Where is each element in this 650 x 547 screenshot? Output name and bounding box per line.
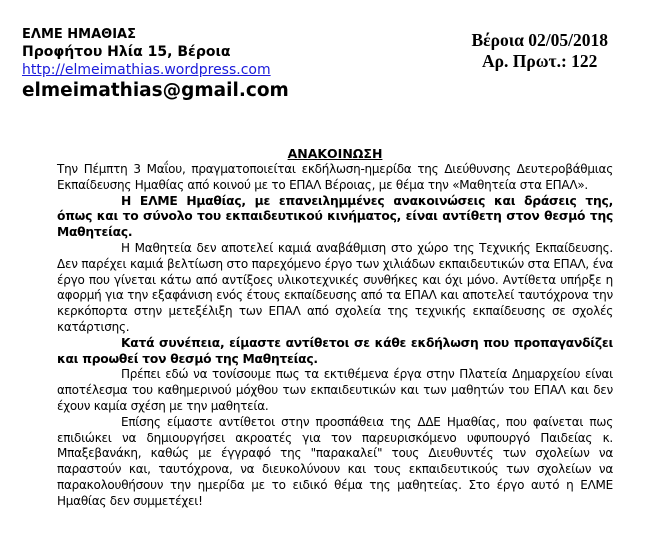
document-body	[57, 162, 613, 510]
address: Προφήτου Ηλία 15, Βέροια	[22, 44, 231, 60]
document-title: ΑΝΑΚΟΙΝΩΣΗ	[287, 146, 383, 161]
sender-block	[22, 26, 289, 103]
date-protocol-block	[471, 30, 608, 72]
paragraph-argument: Η Μαθητεία δεν αποτελεί καμιά αναβάθμιση στο χώρο της Τεχνικής Εκπαίδευσης. Δεν παρέχει καμιά βελτίωση στο παρεχόμενο έργο των χιλιάδων εκπαιδευτικών στα ΕΠΑΛ, ένα έργο που γίνεται κάτω από αντίξοες υλικοτεχνικές συνθήκες και όχι μόνο. Αντίθετα υπήρξε η αφορμή για την εξαφάνιση ενός έτους εκπαίδευσης από τα ΕΠΑΛ και αποτελεί ταυτόχρονα την κερκόπορτα στην μετεξέλιξη των ΕΠΑΛ από σχολεία της τεχνικής εκπαίδευσης σε σχολές κατάρτισης.	[57, 240, 613, 334]
paragraph-conclusion: Κατά συνέπεια, είμαστε αντίθετοι σε κάθε εκδήλωση που προπαγανδίζει και προωθεί τον θεσμό της Μαθητείας.	[57, 335, 613, 366]
paragraph-opposition: Επίσης είμαστε αντίθετοι στην προσπάθεια της ΔΔΕ Ημαθίας, που φαίνεται πως επιδιώκει να δημιουργήσει ακροατές για τον παρευρισκόμενο υφυπουργό Παιδείας κ. Μπαξεβανάκη, καθώς με έγγραφό της "παρακαλεί" τους Διευθυντές των σχολείων να παραστούν και, ταυτόχρονα, να διευκολύνουν και τους εκπαιδευτικούς των σχολείων να παρακολουθήσουν την ημερίδα με το ειδικό θέμα της μαθητείας. Στο έργο αυτό η ΕΛΜΕ Ημαθίας δεν συμμετέχει!	[57, 414, 613, 508]
place-date: Βέροια 02/05/2018	[471, 30, 608, 50]
paragraph-exhibits: Πρέπει εδώ να τονίσουμε πως τα εκτιθέμενα έργα στην Πλατεία Δημαρχείου είναι αποτέλεσμα του καθημερινού μόχθου των εκπαιδευτικών και των μαθητών του ΕΠΑΛ και δεν έχουν καμία σχέση με την μαθητεία.	[57, 367, 613, 413]
email-address: elmeimathias@gmail.com	[22, 80, 289, 101]
protocol-number: Αρ. Πρωτ.: 122	[482, 51, 598, 71]
organization-name: ΕΛΜΕ ΗΜΑΘΙΑΣ	[22, 27, 136, 42]
website-link[interactable]: http://elmeimathias.wordpress.com	[22, 62, 271, 78]
paragraph-position: Η ΕΛΜΕ Ημαθίας, με επανειλημμένες ανακοινώσεις και δράσεις της, όπως και το σύνολο του εκπαιδευτικού κινήματος, είναι αντίθετη στον θεσμό της Μαθητείας.	[57, 193, 613, 240]
paragraph-intro: Την Πέμπτη 3 Μαΐου, πραγματοποιείται εκδήλωση-ημερίδα της Διεύθυνσης Δευτεροβάθμιας Εκπαίδευσης Ημαθίας από κοινού με το ΕΠΑΛ Βέροιας, με θέμα την «Μαθητεία στα ΕΠΑΛ».	[57, 162, 613, 192]
